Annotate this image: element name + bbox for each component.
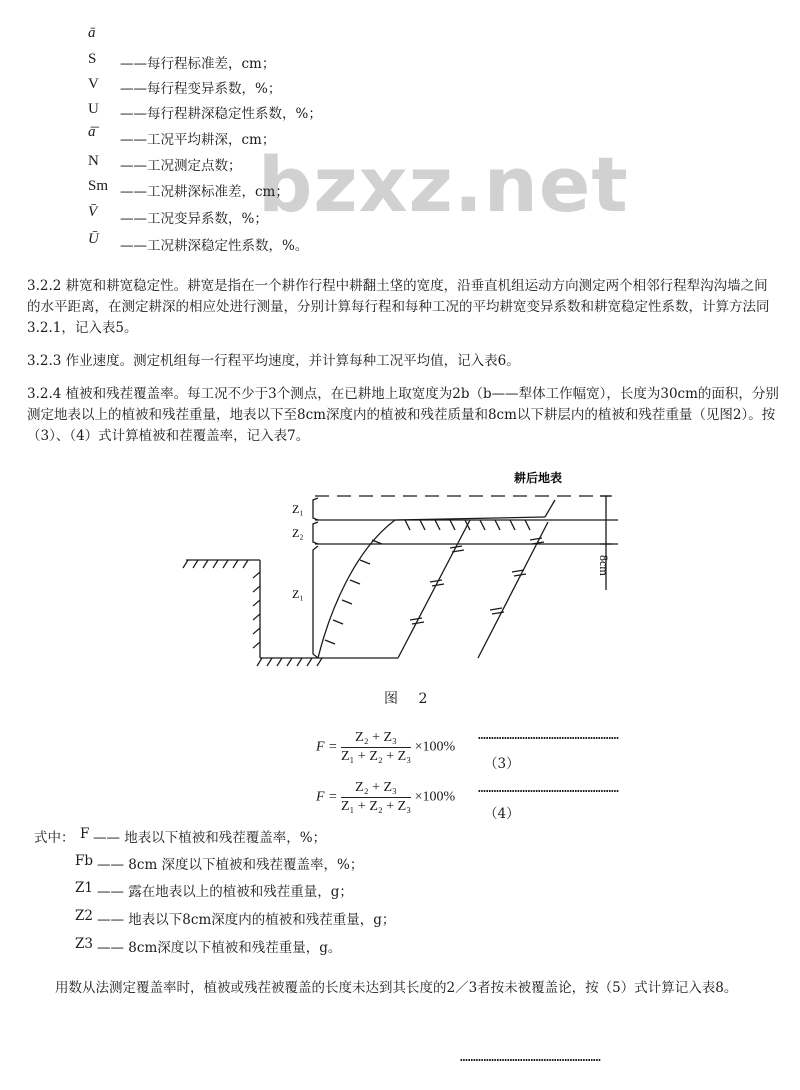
formula-3-number: （3） — [484, 756, 520, 772]
label-z3: Z₁ — [292, 587, 304, 601]
ground-hatching — [183, 560, 322, 666]
def-u-bar: ——工况耕深稳定性系数，%。 — [120, 238, 309, 254]
formula-4: F = $\frac{\text{Z₂ + Z₃}}{\text{Z₁ + Z₂ + Z₃}}$ ×100% — [316, 780, 456, 814]
symbol-v-bar: V̄ — [88, 204, 98, 220]
formula-5-leader-dots: ……………………………………………… — [460, 1050, 601, 1065]
formula-3-denominator: Z₁ + Z₂ + Z₃ — [341, 749, 412, 764]
symbol-v: V — [88, 76, 99, 92]
where-def-f: —— 地表以下植被和残茬覆盖率，%； — [93, 830, 327, 846]
symbol-u: U — [88, 101, 99, 117]
def-sm: ——工况耕深标准差，cm； — [120, 184, 289, 200]
label-z1: Z₁ — [292, 502, 304, 516]
paragraph-3-2-3: 3.2.3 作业速度。测定机组每一行程平均速度，并计算每种工况平均值，记入表6。 — [27, 353, 520, 369]
label-after-plow-surface: 耕后地表 — [514, 471, 563, 485]
where-def-fb: —— 8cm 深度以下植被和残茬覆盖率，%； — [97, 857, 364, 873]
slab-outer-curve — [318, 517, 545, 658]
where-symbol-z1: Z1 — [75, 880, 93, 896]
symbol-a-bar: ā — [88, 25, 96, 41]
z2-brace — [313, 522, 318, 544]
formula-4-number: （4） — [484, 806, 520, 822]
figure-2-diagram — [0, 460, 800, 700]
where-symbol-fb: Fb — [75, 853, 94, 869]
symbol-s: S — [88, 51, 97, 67]
label-z2: Z₂ — [292, 526, 304, 540]
symbol-sm: Sm — [88, 178, 109, 194]
slab-cut-line-1 — [398, 520, 470, 658]
def-a-double-bar: ——工况平均耕深，cm； — [120, 132, 276, 148]
def-v-bar: ——工况变异系数，%； — [120, 211, 268, 227]
formula-4-numerator: Z₂ + Z₃ — [341, 780, 411, 798]
paragraph-coverage-counting: 用数从法测定覆盖率时，植被或残茬被覆盖的长度未达到其长度的2／3者按未被覆盖论，按（5）式计算记入表8。 — [55, 980, 738, 996]
where-symbol-z3: Z3 — [75, 936, 93, 952]
figure-caption: 图 2 — [384, 691, 436, 707]
formula-4-denominator: Z₁ + Z₂ + Z₃ — [341, 799, 412, 814]
where-symbol-z2: Z2 — [75, 908, 93, 924]
symbol-n: N — [88, 153, 99, 169]
symbol-u-bar: Ū — [88, 231, 99, 247]
where-def-z1: —— 露在地表以上的植被和残茬重量，g； — [97, 884, 353, 900]
label-8cm: 8cm — [597, 555, 611, 576]
formula-3-numerator: Z₂ + Z₃ — [341, 730, 411, 748]
where-prefix: 式中： — [34, 830, 75, 846]
symbol-a-double-bar: ā̄ — [88, 124, 96, 140]
def-s: ——每行程标准差，cm； — [120, 56, 276, 72]
paragraph-3-2-2: 3.2.2 耕宽和耕宽稳定性。耕宽是指在一个耕作行程中耕翻土垡的宽度，沿垂直机组运动方向测定两个相邻行程犁沟沟墙之间的水平距离，在测定耕深的相应处进行测量，分别计算每行程和每种工况的平均耕宽变异系数和耕宽稳定性系数，计算方法同3.2.1，记入表5。 — [27, 278, 770, 336]
slab-cut-line-2 — [478, 522, 548, 658]
z3-brace — [313, 546, 318, 658]
formula-4-leader-dots: ……………………………………………… — [478, 781, 619, 796]
watermark: bzxz.net — [258, 140, 629, 229]
vegetation-marks — [325, 520, 544, 644]
where-symbol-f: F — [80, 826, 90, 842]
def-v: ——每行程变异系数，%； — [120, 81, 282, 97]
surface-pointer-line — [545, 500, 555, 517]
z1-brace — [313, 498, 318, 520]
where-def-z2: —— 地表以下8cm深度内的植被和残茬重量，g； — [97, 912, 396, 928]
paragraph-3-2-4: 3.2.4 植被和残茬覆盖率。每工况不少于3个测点，在已耕地上取宽度为2b（b——犁体工作幅宽），长度为30cm的面积，分别测定地表以上的植被和残茬重量，地表以下至8cm深度内的植被和残茬质量和8cm以下耕层内的植被和残茬重量（见图2）。按（3）、（4）式计算植被和茬覆盖率，记入表7。 — [27, 386, 779, 444]
where-def-z3: —— 8cm深度以下植被和残茬重量，g。 — [97, 940, 342, 956]
def-n: ——工况测定点数； — [120, 158, 242, 174]
formula-3-leader-dots: ……………………………………………… — [478, 728, 619, 743]
def-u: ——每行程耕深稳定性系数，%； — [120, 106, 322, 122]
formula-3: F = $\frac{\text{Z₂ + Z₃}}{\text{Z₁ + Z₂ + Z₃}}$ ×100% — [316, 730, 456, 764]
